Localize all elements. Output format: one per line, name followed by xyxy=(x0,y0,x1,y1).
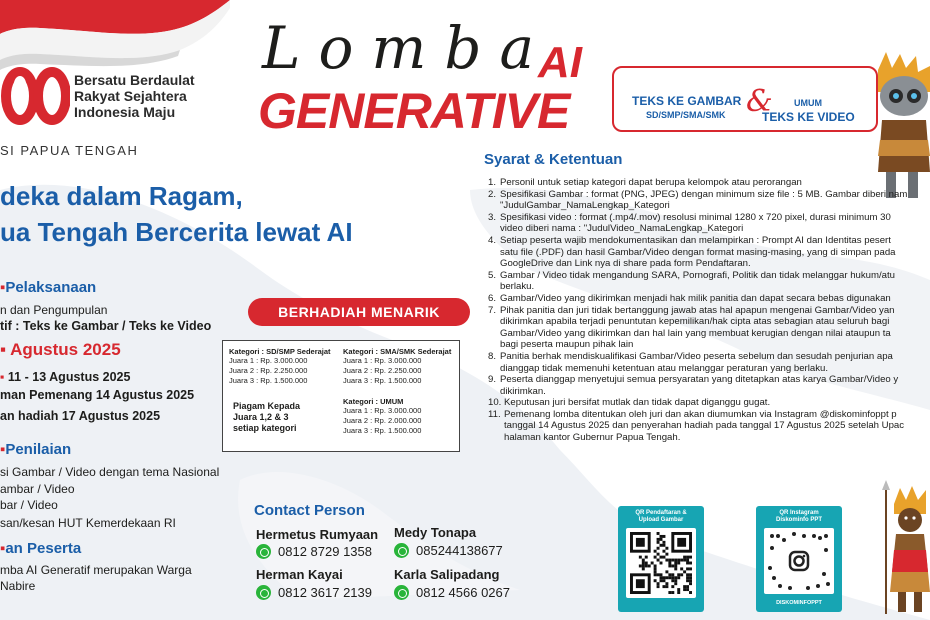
syarat-item-11 xyxy=(488,409,930,444)
category-card xyxy=(612,66,878,132)
qr-instagram-label: QR Instagram Diskominfo PPT xyxy=(775,510,822,523)
syarat-heading: Syarat & Ketentuan xyxy=(484,151,623,168)
prize-line: Juara 1 : Rp. 3.000.000 xyxy=(343,356,422,365)
syarat-text-line: Peserta dianggap menyetujui semua persyaratan yang ditetapkan atas karya Gambar/Video y xyxy=(500,374,899,386)
whatsapp-icon xyxy=(394,585,409,600)
bullet: ▪ xyxy=(0,370,5,384)
contact-phone-1[interactable]: 0812 8729 1358 xyxy=(256,544,372,559)
category-text-to-image: TEKS KE GAMBAR xyxy=(632,94,742,108)
whatsapp-icon xyxy=(394,543,409,558)
qr-code-icon xyxy=(626,528,696,598)
title-ai: AI xyxy=(538,38,582,87)
syarat-text-line: Keputusan juri bersifat mutlak dan tidak dapat diganggu gugat. xyxy=(504,397,771,409)
tagline-line-2: ua Tengah Bercerita lewat AI xyxy=(0,217,353,247)
syarat-number: 9. xyxy=(488,374,497,386)
syarat-number: 2. xyxy=(488,188,497,200)
whatsapp-icon xyxy=(256,544,271,559)
contact-phone-4[interactable]: 0812 4566 0267 xyxy=(394,585,510,600)
contact-phone-3[interactable]: 0812 3617 2139 xyxy=(256,585,372,600)
title-generative: GENERATIVE xyxy=(258,83,570,139)
peserta-heading: ▪an Peserta xyxy=(0,540,82,557)
category-text-to-video: TEKS KE VIDEO xyxy=(762,110,855,124)
syarat-text xyxy=(500,270,895,293)
penilaian-item-3: bar / Video xyxy=(0,498,58,512)
category-general: UMUM xyxy=(794,98,822,108)
pelaksanaan-line-2: tif : Teks ke Gambar / Teks ke Video xyxy=(0,319,212,333)
syarat-number: 7. xyxy=(488,304,497,316)
hut-80-logo xyxy=(0,66,70,126)
syarat-item-7 xyxy=(488,305,930,351)
prize-box xyxy=(222,340,460,452)
motto-line-1: Bersatu Berdaulat xyxy=(74,72,195,88)
prize-group-sd-smp xyxy=(229,347,331,386)
pelaksanaan-announcement: man Pemenang 14 Agustus 2025 xyxy=(0,388,195,402)
syarat-item-5 xyxy=(488,270,930,293)
syarat-text-line: Pihak panitia dan juri tidak bertanggung jawab atas hal apapun mengenai Gambar/Video yan xyxy=(500,304,895,316)
contact-name-3: Herman Kayai xyxy=(256,567,343,582)
contact-name-2: Medy Tonapa xyxy=(394,525,477,540)
syarat-text-line: Personil untuk setiap kategori dapat berupa kelompok atau perorangan xyxy=(500,177,802,188)
syarat-text-line: berlaku. xyxy=(500,281,535,293)
syarat-text-line: Spesifikasi video : format (.mp4/.mov) resolusi minimal 1280 x 720 pixel, durasi minimum 30 xyxy=(500,211,891,223)
syarat-number: 6. xyxy=(488,292,497,304)
syarat-number: 4. xyxy=(488,234,497,246)
prize-group-title: Kategori : SD/SMP Sederajat xyxy=(229,347,331,356)
syarat-text xyxy=(500,235,896,270)
syarat-number: 8. xyxy=(488,350,497,362)
contact-name-4: Karla Salipadang xyxy=(394,567,500,582)
syarat-text-line: bagi peserta maupun pihak lain xyxy=(500,339,634,351)
prize-line: Juara 3 : Rp. 1.500.000 xyxy=(229,376,308,385)
pelaksanaan-line-1: n dan Pengumpulan xyxy=(0,303,108,317)
motto-text xyxy=(74,72,195,120)
syarat-text-line: Gambar/Video yang dikirimkan menjadi hak milik panitia dan dapat secara bebas digunakan xyxy=(500,292,891,304)
motto-line-2: Rakyat Sejahtera xyxy=(74,88,187,104)
instagram-handle: DISKOMINFOPPT xyxy=(776,600,822,606)
tagline xyxy=(0,178,353,250)
title-lomba: Lomba xyxy=(262,14,553,82)
syarat-text-line: tanggal 14 Agustus 2025 dan penyerahan hadiah pada tanggal 17 Agustus 2025 setelah Upac xyxy=(504,420,905,432)
syarat-number: 11. xyxy=(488,408,501,420)
contact-name-1: Hermetus Rumyaan xyxy=(256,527,379,542)
peserta-line-1: mba AI Generatif merupakan Warga xyxy=(0,563,192,577)
bullet: ▪ xyxy=(0,279,6,296)
pelaksanaan-judging-date: ▪ 11 - 13 Agustus 2025 xyxy=(0,370,131,384)
syarat-text xyxy=(504,397,770,409)
syarat-text xyxy=(500,177,802,189)
syarat-item-4 xyxy=(488,235,930,270)
category-school-levels: SD/SMP/SMA/SMK xyxy=(646,110,726,120)
prize-group-title: Kategori : SMA/SMK Sederajat xyxy=(343,347,452,356)
syarat-text xyxy=(500,189,907,212)
syarat-text xyxy=(500,351,893,374)
contact-phone-2[interactable]: 085244138677 xyxy=(394,543,503,558)
penilaian-item-4: san/kesan HUT Kemerdekaan RI xyxy=(0,516,176,530)
prize-line: Juara 2 : Rp. 2.000.000 xyxy=(343,416,422,425)
syarat-item-2 xyxy=(488,189,930,212)
syarat-text-line: satu file (.PDF) dan hasil Gambar/Video dengan format masing-masing, yang di simpan pada xyxy=(500,246,896,258)
papuan-character-illustration xyxy=(878,480,930,614)
syarat-number: 1. xyxy=(488,177,497,188)
prize-group-umum xyxy=(343,397,421,436)
syarat-list xyxy=(488,177,930,444)
syarat-text-line: GoogleDrive dan Link nya di share pada form Pendaftaran. xyxy=(500,258,751,270)
bullet: ▪ xyxy=(0,340,7,359)
pelaksanaan-date: ▪ Agustus 2025 xyxy=(0,340,121,359)
syarat-text-line: Setiap peserta wajib mendokumentasikan dan melampirkan : Prompt AI dan Identitas pesert xyxy=(500,234,891,246)
qr-instagram-card[interactable] xyxy=(756,506,842,612)
syarat-item-10 xyxy=(488,397,930,409)
pelaksanaan-award-date: an hadiah 17 Agustus 2025 xyxy=(0,409,161,423)
prize-line: Juara 2 : Rp. 2.250.000 xyxy=(343,366,422,375)
syarat-item-9 xyxy=(488,374,930,397)
syarat-item-6 xyxy=(488,293,930,305)
prize-line: Juara 1 : Rp. 3.000.000 xyxy=(229,356,308,365)
motto-line-3: Indonesia Maju xyxy=(74,104,176,120)
syarat-text-line: Pemenang lomba ditentukan oleh juri dan akan diumumkan via Instagram @diskominfoppt p xyxy=(504,408,897,420)
prize-group-sma-smk xyxy=(343,347,451,386)
tagline-line-1: deka dalam Ragam, xyxy=(0,181,243,211)
certificate-line: Juara 1,2 & 3 xyxy=(233,412,289,422)
syarat-text-line: halaman kantor Gubernur Papua Tengah. xyxy=(504,432,681,444)
syarat-number: 10. xyxy=(488,397,502,409)
syarat-text-line: Gambar / Video tidak mengandung SARA, Pornografi, Politik dan tidak melanggar hukum/atu xyxy=(500,269,895,281)
bullet: ▪ xyxy=(0,540,6,557)
prize-line: Juara 1 : Rp. 3.000.000 xyxy=(343,406,422,415)
peserta-line-2: Nabire xyxy=(0,579,36,593)
prize-line: Juara 3 : Rp. 1.500.000 xyxy=(343,426,422,435)
penilaian-heading: ▪Penilaian xyxy=(0,441,72,458)
syarat-text-line: "JudulGambar_NamaLengkap_Kategori xyxy=(500,200,670,212)
certificate-line: Piagam Kepada xyxy=(233,401,301,411)
syarat-text-line: dikirimkan apabila terjadi penuntutan kepemilikan/hak cipta atas sebagian atau seluruh bagi xyxy=(500,316,890,328)
prize-certificate xyxy=(233,401,300,434)
penilaian-item-1: si Gambar / Video dengan tema Nasional xyxy=(0,465,220,479)
qr-registration-label: QR Pendaftaran & Upload Gambar xyxy=(635,510,687,523)
contact-heading: Contact Person xyxy=(254,502,365,519)
syarat-text-line: Gambar/Video yang dikirimkan dan hal lain yang membuat kerugian dengan nilai ataupun ta xyxy=(500,327,891,339)
syarat-text xyxy=(500,305,895,351)
syarat-text-line: dianggap tidak memenuhi ketentuan atau melanggar peraturan yang berlaku. xyxy=(500,362,829,374)
whatsapp-icon xyxy=(256,585,271,600)
category-ampersand: & xyxy=(746,84,773,119)
prize-line: Juara 2 : Rp. 2.250.000 xyxy=(229,366,308,375)
syarat-text xyxy=(500,212,891,235)
syarat-item-8 xyxy=(488,351,930,374)
syarat-text-line: video diberi nama : "JudulVideo_NamaLengkap_Kategori xyxy=(500,223,744,235)
syarat-item-1 xyxy=(488,177,930,189)
qr-registration-card[interactable] xyxy=(618,506,704,612)
prize-banner: BERHADIAH MENARIK xyxy=(248,298,470,326)
province-label: SI PAPUA TENGAH xyxy=(0,143,139,158)
penilaian-item-2: ambar / Video xyxy=(0,482,75,496)
prize-group-title: Kategori : UMUM xyxy=(343,397,404,406)
syarat-item-3 xyxy=(488,212,930,235)
syarat-text xyxy=(504,409,904,444)
instagram-code-box xyxy=(764,528,834,594)
syarat-text-line: dikirimkan. xyxy=(500,385,546,397)
pelaksanaan-heading: ▪Pelaksanaan xyxy=(0,279,97,296)
prize-line: Juara 3 : Rp. 1.500.000 xyxy=(343,376,422,385)
syarat-number: 5. xyxy=(488,269,497,281)
instagram-icon xyxy=(764,528,834,594)
syarat-number: 3. xyxy=(488,211,497,223)
syarat-text xyxy=(500,374,898,397)
syarat-text-line: Panitia berhak mendiskualifikasi Gambar/Video peserta sebelum dan sesudah penjurian apa xyxy=(500,350,893,362)
indonesia-flag xyxy=(0,0,230,70)
syarat-text xyxy=(500,293,891,305)
syarat-text-line: Spesifikasi Gambar : format (PNG, JPEG) dengan minimum size file : 5 MB. Gambar diberi nam xyxy=(500,188,908,200)
certificate-line: setiap kategori xyxy=(233,423,297,433)
bullet: ▪ xyxy=(0,441,6,458)
